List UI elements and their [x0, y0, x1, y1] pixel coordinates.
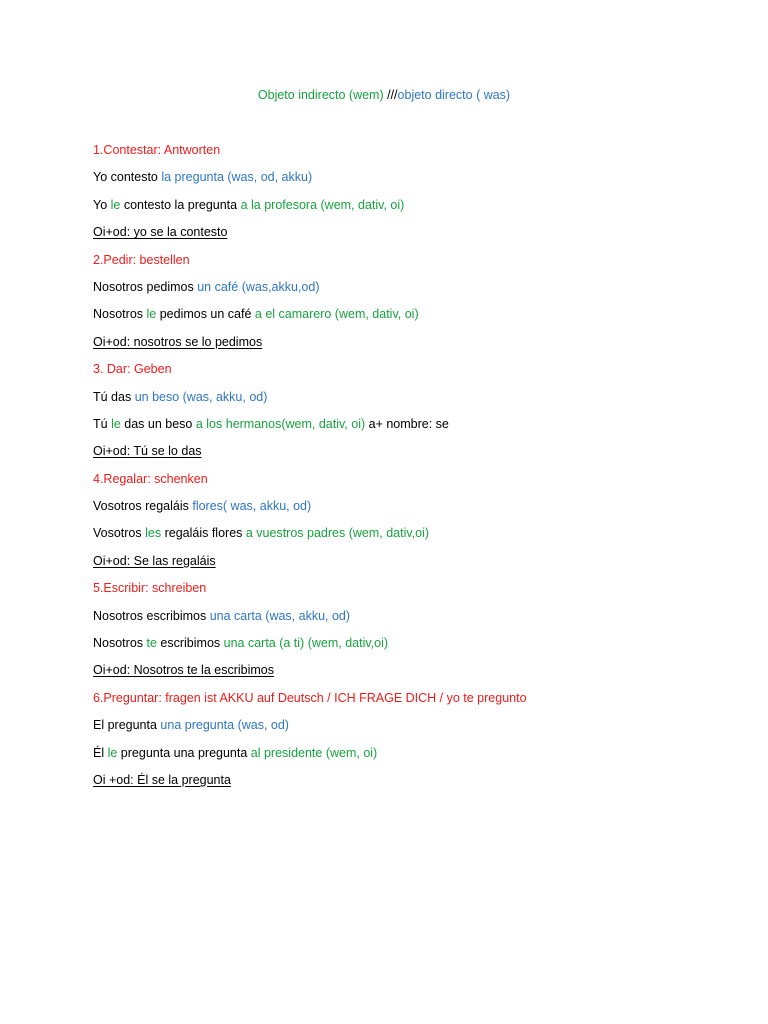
- text-segment-black: Oi+od: Se las regaláis: [93, 553, 216, 568]
- example-sentence: [93, 746, 713, 773]
- example-sentence: [93, 390, 713, 417]
- verb-heading: [93, 253, 713, 280]
- text-segment-green: a la profesora (wem, dativ, oi): [240, 197, 405, 212]
- document-body: [93, 143, 713, 800]
- text-segment-black: Vosotros regaláis: [93, 499, 193, 514]
- text-segment-green: una carta (a ti) (wem, dativ,oi): [223, 636, 389, 651]
- text-segment-black: Oi+od: Nosotros te la escribimos: [93, 663, 274, 678]
- text-segment-blue: un beso (was, akku, od): [134, 389, 268, 404]
- text-segment-green: le: [110, 197, 121, 212]
- text-segment-black: pregunta una pregunta: [117, 745, 251, 760]
- text-segment-red: 1.Contestar: Antworten: [93, 143, 221, 157]
- text-segment-black: a+ nombre: se: [365, 416, 449, 431]
- text-segment-black: Vosotros: [93, 526, 146, 541]
- text-segment-black: El pregunta: [93, 718, 161, 733]
- text-segment-black: Yo contesto: [93, 170, 162, 185]
- example-sentence: [93, 718, 713, 745]
- text-segment-black: pedimos un café: [156, 307, 255, 322]
- text-segment-green: les: [145, 526, 162, 541]
- pronoun-summary: [93, 444, 713, 471]
- pronoun-summary: [93, 225, 713, 252]
- text-segment-black: Oi +od: Él se la pregunta: [93, 772, 231, 787]
- text-segment-black: Él: [93, 745, 108, 760]
- example-sentence: [93, 280, 713, 307]
- text-segment-blue: una carta (was, akku, od): [209, 608, 351, 623]
- title-direct-object: objeto directo ( was): [397, 88, 511, 102]
- example-sentence: [93, 198, 713, 225]
- text-segment-black: Oi+od: Tú se lo das: [93, 444, 202, 459]
- text-segment-black: Oi+od: nosotros se lo pedimos: [93, 334, 263, 349]
- text-segment-green: le: [111, 416, 121, 431]
- verb-heading: [93, 362, 713, 389]
- text-segment-green: a los hermanos(wem, dativ, oi): [195, 416, 366, 431]
- verb-heading: [93, 472, 713, 499]
- text-segment-black: Oi+od: yo se la contesto: [93, 225, 228, 240]
- text-segment-black: Nosotros escribimos: [93, 608, 210, 623]
- pronoun-summary: [93, 335, 713, 362]
- verb-heading: [93, 691, 713, 718]
- text-segment-green: le: [146, 307, 157, 322]
- text-segment-red: 5.Escribir: schreiben: [93, 581, 207, 596]
- text-segment-blue: flores( was, akku, od): [192, 499, 312, 514]
- text-segment-black: das un beso: [120, 416, 196, 431]
- text-segment-green: a el camarero (wem, dativ, oi): [254, 307, 419, 322]
- text-segment-black: Tú: [93, 416, 112, 431]
- text-segment-blue: un café (was,akku,od): [197, 279, 320, 294]
- text-segment-black: escribimos: [156, 636, 224, 651]
- text-segment-red: 2.Pedir: bestellen: [93, 252, 190, 267]
- text-segment-black: regaláis flores: [161, 526, 246, 541]
- text-segment-red: 6.Preguntar: fragen ist AKKU auf Deutsch / ICH FRAGE DICH / yo te pregunto: [93, 690, 527, 705]
- verb-heading: [93, 581, 713, 608]
- document-title: [0, 88, 768, 102]
- pronoun-summary: [93, 773, 713, 800]
- text-segment-green: a vuestros padres (wem, dativ,oi): [245, 526, 430, 541]
- text-segment-blue: una pregunta (was, od): [160, 718, 289, 733]
- text-segment-black: Nosotros: [93, 307, 147, 322]
- example-sentence: [93, 526, 713, 553]
- pronoun-summary: [93, 554, 713, 581]
- text-segment-red: 4.Regalar: schenken: [93, 471, 208, 486]
- pronoun-summary: [93, 663, 713, 690]
- example-sentence: [93, 170, 713, 197]
- text-segment-black: Nosotros pedimos: [93, 279, 198, 294]
- title-separator: ///: [383, 88, 398, 102]
- example-sentence: [93, 499, 713, 526]
- text-segment-black: Nosotros: [93, 636, 147, 651]
- text-segment-black: Tú das: [93, 389, 135, 404]
- example-sentence: [93, 636, 713, 663]
- title-indirect-object: Objeto indirecto (wem): [257, 88, 384, 102]
- text-segment-black: contesto la pregunta: [120, 197, 241, 212]
- example-sentence: [93, 307, 713, 334]
- text-segment-green: te: [146, 636, 157, 651]
- text-segment-green: le: [107, 745, 118, 760]
- verb-heading: [93, 143, 713, 170]
- text-segment-black: Yo: [93, 197, 111, 212]
- example-sentence: [93, 609, 713, 636]
- text-segment-red: 3. Dar: Geben: [93, 362, 172, 377]
- example-sentence: [93, 417, 713, 444]
- text-segment-green: al presidente (wem, oi): [250, 745, 378, 760]
- text-segment-blue: la pregunta (was, od, akku): [161, 170, 313, 185]
